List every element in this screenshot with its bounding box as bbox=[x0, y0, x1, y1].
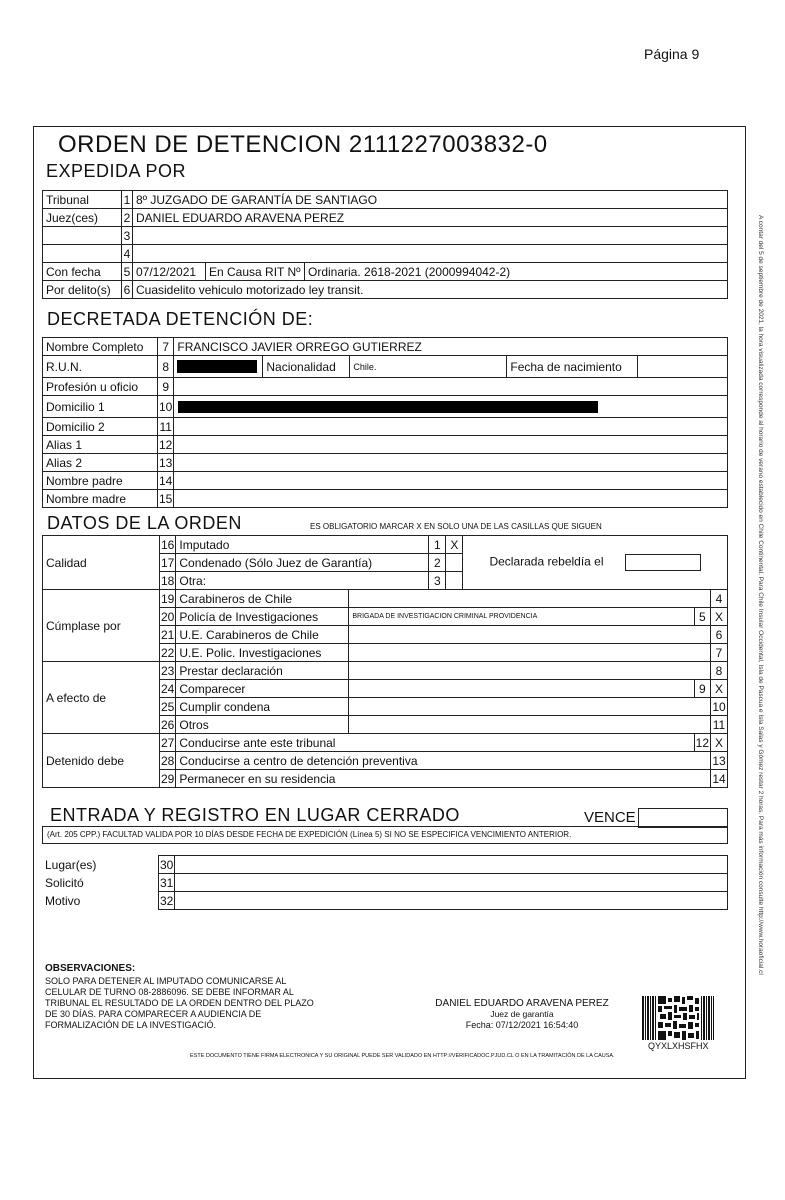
table-row bbox=[43, 396, 728, 418]
field-number: 22 bbox=[161, 645, 175, 660]
field-value bbox=[174, 472, 728, 490]
entrada-heading: ENTRADA Y REGISTRO EN LUGAR CERRADO bbox=[50, 805, 460, 825]
field-label: Alias 1 bbox=[43, 436, 158, 454]
juez-value: DANIEL EDUARDO ARAVENA PEREZ bbox=[133, 209, 728, 227]
field-number: 14 bbox=[159, 473, 173, 488]
table-row bbox=[43, 227, 728, 245]
field-number: 11 bbox=[159, 419, 172, 434]
option-code: 8 bbox=[711, 662, 728, 680]
rit-value: Ordinaria. 2618-2021 (2000994042-2) bbox=[305, 263, 728, 281]
redaction-bar bbox=[177, 360, 257, 373]
field-number: 28 bbox=[161, 753, 175, 768]
cumplase-label: Cúmplase por bbox=[43, 590, 160, 662]
redaction-bar bbox=[178, 401, 598, 413]
field-value bbox=[174, 454, 728, 472]
field-number: 30 bbox=[160, 857, 174, 872]
field-number: 4 bbox=[122, 245, 133, 263]
field-number: 6 bbox=[122, 281, 133, 299]
option-code: 6 bbox=[711, 626, 728, 644]
detenido-label: Detenido debe bbox=[43, 734, 160, 788]
option-mark bbox=[446, 554, 463, 572]
field-label: Lugar(es) bbox=[45, 857, 97, 872]
field-number: 12 bbox=[159, 437, 173, 452]
field-label: Tribunal bbox=[43, 191, 122, 209]
table-row bbox=[43, 590, 728, 608]
table-row bbox=[43, 734, 728, 752]
field-number: 31 bbox=[160, 875, 174, 890]
table-row bbox=[43, 536, 728, 554]
datos-note: ES OBLIGATORIO MARCAR X EN SOLO UNA DE LAS CASILLAS QUE SIGUEN bbox=[310, 522, 602, 531]
field-label: Motivo bbox=[45, 893, 81, 908]
field-number: 1 bbox=[122, 191, 133, 209]
option-text: Conducirse a centro de detención preventiva bbox=[176, 752, 711, 770]
option-mark: X bbox=[711, 734, 728, 752]
nacionalidad-value: Chile. bbox=[350, 356, 507, 378]
option-code: 5 bbox=[694, 608, 710, 626]
datos-table bbox=[42, 535, 728, 788]
field-number: 25 bbox=[161, 699, 175, 714]
field-number: 19 bbox=[161, 591, 175, 606]
tribunal-value: 8º JUZGADO DE GARANTÍA DE SANTIAGO bbox=[133, 191, 728, 209]
field-number: 23 bbox=[161, 663, 175, 678]
field-value bbox=[175, 856, 728, 874]
nacionalidad-label: Nacionalidad bbox=[263, 356, 350, 378]
table-row bbox=[43, 338, 728, 356]
side-note-text: A contar del 5 de septiembre de 2021, la hora visualizada corresponde al horario de verano establecido en Chile Continental. Para Chile Insular Occidental, Isla de Pascua e Isla Salas y Gómez restar 2 horas. Para más información consulte http://www.horaoficial.cl bbox=[757, 215, 764, 975]
field-value bbox=[174, 378, 728, 396]
signature-date: Fecha: 07/12/2021 16:54:40 bbox=[465, 1020, 579, 1030]
option-detail bbox=[349, 680, 694, 698]
expedida-heading: EXPEDIDA POR bbox=[46, 161, 187, 181]
option-text: Conducirse ante este tribunal bbox=[176, 734, 694, 752]
option-detail bbox=[349, 590, 711, 608]
option-code: 7 bbox=[711, 644, 728, 662]
fecha-nac-label: Fecha de nacimiento bbox=[507, 356, 638, 378]
table-row bbox=[43, 209, 728, 227]
field-number: 32 bbox=[160, 893, 174, 908]
option-text: U.E. Polic. Investigaciones bbox=[176, 644, 349, 662]
option-code: 2 bbox=[429, 554, 446, 572]
field-number: 7 bbox=[158, 338, 174, 356]
field-number: 20 bbox=[161, 609, 175, 624]
option-code: 14 bbox=[712, 771, 726, 786]
option-code: 13 bbox=[712, 753, 726, 768]
option-code: 9 bbox=[694, 680, 710, 698]
document-title: ORDEN DE DETENCION 2111227003832-0 bbox=[58, 131, 548, 158]
table-row bbox=[42, 874, 728, 892]
option-text: Cumplir condena bbox=[176, 698, 349, 716]
domicilio-value bbox=[174, 396, 728, 418]
observaciones-line: DE 30 DÍAS. PARA COMPARECER A AUDIENCIA DE bbox=[45, 1009, 262, 1019]
efecto-label: A efecto de bbox=[43, 662, 160, 734]
entrada-note: (Art. 205 CPP.) FACULTAD VALIDA POR 10 DÍAS DESDE FECHA DE EXPEDICIÓN (Línea 5) SI NO SE ESPECIFICA VENCIMIENTO ANTERIOR. bbox=[42, 826, 728, 844]
observaciones-text bbox=[45, 976, 345, 1031]
table-row bbox=[43, 356, 728, 378]
table-row bbox=[43, 454, 728, 472]
field-number: 24 bbox=[161, 681, 175, 696]
field-value bbox=[133, 227, 728, 245]
option-detail bbox=[349, 698, 711, 716]
option-mark: X bbox=[711, 608, 728, 626]
table-row bbox=[42, 856, 728, 874]
option-code: 3 bbox=[429, 572, 446, 590]
rebeldia-date-box bbox=[625, 554, 701, 571]
field-label: Por delito(s) bbox=[43, 281, 122, 299]
field-number: 18 bbox=[161, 573, 175, 588]
page-number: Página 9 bbox=[644, 46, 700, 62]
table-row bbox=[43, 472, 728, 490]
observaciones-line: CELULAR DE TURNO 08-2886096. SE DEBE INFORMAR AL bbox=[45, 987, 294, 997]
option-text: Permanecer en su residencia bbox=[176, 770, 711, 788]
calidad-label: Calidad bbox=[43, 536, 160, 590]
option-text: Condenado (Sólo Juez de Garantía) bbox=[176, 554, 429, 572]
fecha-nac-value bbox=[638, 356, 728, 378]
field-number: 9 bbox=[158, 378, 174, 396]
option-text: Prestar declaración bbox=[176, 662, 349, 680]
option-mark: X bbox=[446, 536, 463, 554]
decretada-table bbox=[42, 337, 728, 508]
nombre-value: FRANCISCO JAVIER ORREGO GUTIERREZ bbox=[174, 338, 728, 356]
table-row bbox=[43, 245, 728, 263]
expedida-table bbox=[42, 190, 728, 299]
table-row bbox=[43, 662, 728, 680]
field-label: Profesión u oficio bbox=[43, 378, 158, 396]
field-value bbox=[175, 892, 728, 910]
field-number: 8 bbox=[158, 356, 174, 378]
field-label: Juez(ces) bbox=[43, 209, 122, 227]
signer-role: Juez de garantía bbox=[490, 1009, 554, 1019]
field-number: 5 bbox=[122, 263, 133, 281]
footer-note: ESTE DOCUMENTO TIENE FIRMA ELECTRONICA Y SU ORIGINAL PUEDE SER VALIDADO EN HTTP://VERIFICADOC.PJUD.CL O EN LA TRAMITACIÓN DE LA CAUSA. bbox=[190, 1053, 615, 1059]
field-number: 29 bbox=[161, 771, 175, 786]
field-number: 17 bbox=[161, 555, 175, 570]
entrada-table bbox=[42, 855, 728, 910]
vence-date-box bbox=[638, 808, 728, 828]
field-number: 26 bbox=[161, 717, 175, 732]
field-number: 2 bbox=[122, 209, 133, 227]
field-label: R.U.N. bbox=[43, 356, 158, 378]
signer-name: DANIEL EDUARDO ARAVENA PEREZ bbox=[435, 998, 609, 1009]
field-label bbox=[43, 227, 122, 245]
rebeldia-label: Declarada rebeldía el bbox=[489, 554, 604, 569]
table-row bbox=[43, 490, 728, 508]
datos-heading: DATOS DE LA ORDEN bbox=[47, 513, 242, 533]
field-label bbox=[43, 245, 122, 263]
option-detail bbox=[349, 662, 711, 680]
field-value bbox=[174, 436, 728, 454]
option-text: Otra: bbox=[176, 572, 429, 590]
table-row bbox=[43, 281, 728, 299]
field-label: Nombre padre bbox=[43, 472, 158, 490]
field-label: Alias 2 bbox=[43, 454, 158, 472]
option-mark: X bbox=[711, 680, 728, 698]
table-row bbox=[43, 378, 728, 396]
rebeldia-cell bbox=[463, 536, 728, 590]
option-text: Otros bbox=[176, 716, 349, 734]
option-detail bbox=[349, 644, 711, 662]
table-row bbox=[42, 892, 728, 910]
field-value bbox=[174, 418, 728, 436]
option-code: 10 bbox=[712, 699, 726, 714]
field-label: Solicitó bbox=[45, 875, 84, 890]
field-value bbox=[133, 245, 728, 263]
option-code: 4 bbox=[711, 590, 728, 608]
option-code: 1 bbox=[429, 536, 446, 554]
observaciones-line: SOLO PARA DETENER AL IMPUTADO COMUNICARSE AL bbox=[45, 976, 287, 986]
option-text: Comparecer bbox=[176, 680, 349, 698]
barcode-icon bbox=[642, 996, 714, 1040]
field-number: 3 bbox=[122, 227, 133, 245]
field-value bbox=[174, 490, 728, 508]
field-number: 15 bbox=[159, 491, 173, 506]
field-value bbox=[175, 874, 728, 892]
vence-label: VENCE bbox=[584, 809, 636, 826]
field-number: 16 bbox=[161, 537, 175, 552]
field-number: 27 bbox=[161, 735, 175, 750]
observaciones-heading: OBSERVACIONES: bbox=[45, 963, 136, 974]
table-row bbox=[43, 436, 728, 454]
rit-label: En Causa RIT Nº bbox=[206, 263, 305, 281]
table-row bbox=[43, 263, 728, 281]
option-mark bbox=[446, 572, 463, 590]
field-number: 21 bbox=[161, 627, 175, 642]
field-label: Domicilio 1 bbox=[43, 396, 158, 418]
option-text: U.E. Carabineros de Chile bbox=[176, 626, 349, 644]
option-detail bbox=[349, 716, 711, 734]
table-row bbox=[43, 191, 728, 209]
option-text: Imputado bbox=[176, 536, 429, 554]
signature-block bbox=[402, 998, 642, 1031]
decretada-heading: DECRETADA DETENCIÓN DE: bbox=[47, 309, 314, 329]
observaciones-line: TRIBUNAL EL RESULTADO DE LA ORDEN DENTRO DEL PLAZO bbox=[45, 998, 314, 1008]
field-label: Domicilio 2 bbox=[43, 418, 158, 436]
fecha-value: 07/12/2021 bbox=[133, 263, 206, 281]
run-value bbox=[174, 356, 263, 378]
observaciones-line: FORMALIZACIÓN DE LA INVESTIGACIÓ. bbox=[45, 1020, 217, 1030]
option-code: 12 bbox=[695, 735, 709, 750]
field-label: Nombre madre bbox=[43, 490, 158, 508]
table-row bbox=[43, 418, 728, 436]
verification-code: QYXLXHSFHX bbox=[648, 1041, 709, 1051]
field-number: 10 bbox=[158, 396, 174, 418]
option-detail bbox=[349, 626, 711, 644]
field-label: Nombre Completo bbox=[43, 338, 158, 356]
delito-value: Cuasidelito vehiculo motorizado ley transit. bbox=[133, 281, 728, 299]
side-note bbox=[752, 215, 766, 975]
field-label: Con fecha bbox=[43, 263, 122, 281]
option-code: 11 bbox=[711, 716, 728, 734]
option-text: Policía de Investigaciones bbox=[176, 608, 349, 626]
option-text: Carabineros de Chile bbox=[176, 590, 349, 608]
field-number: 13 bbox=[159, 455, 173, 470]
option-detail: BRIGADA DE INVESTIGACION CRIMINAL PROVIDENCIA bbox=[349, 608, 694, 626]
